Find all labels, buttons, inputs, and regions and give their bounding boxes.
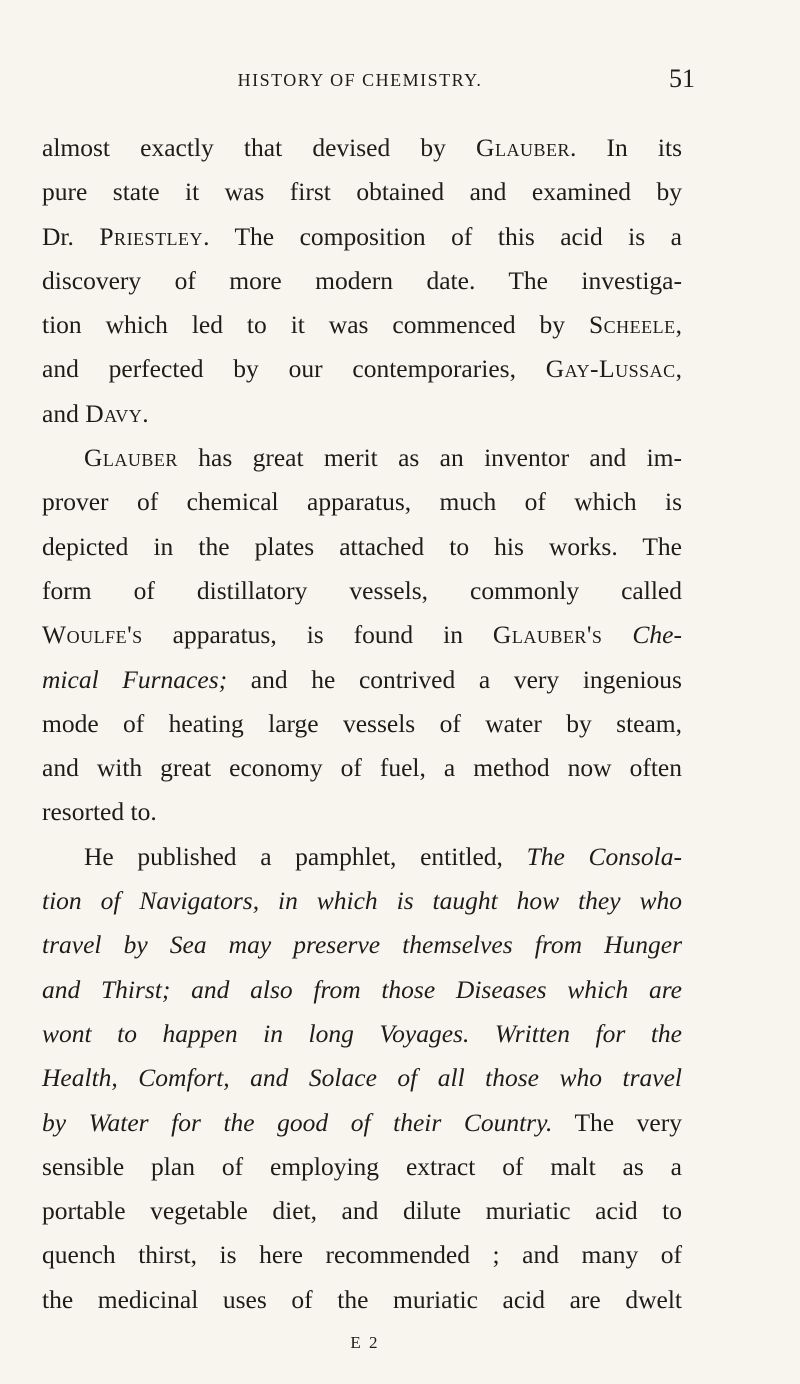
text-run: sensible plan of employing extract of malt as a	[42, 1151, 682, 1181]
small-caps-name: Glauber's	[492, 620, 603, 650]
small-caps-name: Davy	[85, 398, 143, 428]
text-run: prover of chemical apparatus, much of which is	[42, 487, 682, 517]
text-run: The very	[552, 1107, 682, 1137]
text-line	[42, 259, 682, 303]
text-line	[42, 1278, 682, 1322]
text-line	[42, 303, 682, 347]
page-number: 51	[669, 64, 695, 93]
text-run: depicted in the plates attached to his works. The	[42, 531, 682, 561]
text-line	[42, 1233, 682, 1277]
text-run	[602, 620, 632, 649]
italic-run: wont to happen in long Voyages. Written for the	[42, 1018, 682, 1048]
running-head	[40, 64, 695, 96]
small-caps-name: Woulfe's	[42, 620, 143, 650]
text-line	[42, 525, 682, 569]
text-run: portable vegetable diet, and dilute muriatic acid to	[42, 1196, 682, 1226]
text-run: quench thirst, is here recommended ; and many of	[42, 1240, 682, 1270]
text-run: . In its	[569, 133, 682, 162]
text-run: discovery of more modern date. The investiga-	[42, 265, 682, 295]
body-text	[42, 126, 682, 1322]
text-run: pure state it was first obtained and examined by	[42, 177, 682, 207]
italic-run: and Thirst; and also from those Diseases which are	[42, 974, 682, 1004]
text-run: He published a pamphlet, entitled,	[84, 841, 527, 871]
text-line	[42, 879, 682, 923]
text-line	[42, 658, 682, 702]
text-run: .	[142, 398, 149, 428]
text-line	[42, 1101, 682, 1145]
text-run: and perfected by our contemporaries,	[42, 354, 546, 384]
text-run: and with great economy of fuel, a method now often	[42, 753, 682, 783]
text-run: and	[42, 398, 86, 428]
text-run: apparatus, is found in	[142, 620, 493, 650]
italic-run: The Consola-	[526, 841, 683, 871]
text-run: has great merit as an inventor and im-	[177, 443, 682, 473]
text-run: mode of heating large vessels of water by steam,	[42, 708, 682, 738]
text-run: almost exactly that devised by	[42, 133, 477, 162]
italic-run: Health, Comfort, and Solace of all those who travel	[42, 1063, 682, 1093]
small-caps-name: Gay-Lussac	[545, 354, 676, 384]
italic-run: by Water for the good of their Country.	[42, 1107, 553, 1137]
small-caps-name: Glauber	[476, 133, 570, 162]
italic-run: tion of Navigators, in which is taught how they who	[42, 886, 682, 916]
text-line	[42, 1145, 682, 1189]
text-line	[42, 923, 682, 967]
text-run: ,	[675, 354, 682, 384]
text-run: and he contrived a very ingenious	[227, 664, 682, 694]
small-caps-name: Priestley	[99, 221, 204, 251]
text-line	[42, 392, 682, 436]
text-line	[42, 1012, 682, 1056]
text-line	[42, 613, 682, 657]
text-line	[42, 968, 682, 1012]
text-line	[42, 436, 682, 480]
text-line	[42, 126, 682, 170]
italic-run: mical Furnaces;	[42, 664, 228, 694]
text-line	[42, 480, 682, 524]
text-run: . The composition of this acid is a	[203, 221, 683, 251]
small-caps-name: Glauber	[84, 443, 178, 473]
text-line	[42, 1056, 682, 1100]
signature-mark: E 2	[350, 1333, 380, 1352]
text-line	[42, 835, 682, 879]
text-line	[42, 569, 682, 613]
text-line	[42, 746, 682, 790]
text-run: resorted to.	[42, 797, 157, 827]
text-run: the medicinal uses of the muriatic acid are dwelt	[42, 1284, 682, 1314]
text-line	[42, 347, 682, 391]
small-caps-name: Scheele	[588, 310, 676, 340]
text-run: form of distillatory vessels, commonly called	[42, 575, 682, 605]
text-run: ,	[675, 310, 682, 340]
text-run: Dr.	[42, 221, 100, 251]
text-line	[42, 702, 682, 746]
text-line	[42, 215, 682, 259]
text-line	[42, 790, 682, 834]
italic-run: Che-	[632, 620, 682, 650]
italic-run: travel by Sea may preserve themselves from Hunger	[42, 930, 682, 960]
text-run: tion which led to it was commenced by	[42, 310, 589, 340]
running-title: HISTORY OF CHEMISTRY.	[237, 70, 483, 90]
text-line	[42, 1189, 682, 1233]
text-line	[42, 170, 682, 214]
